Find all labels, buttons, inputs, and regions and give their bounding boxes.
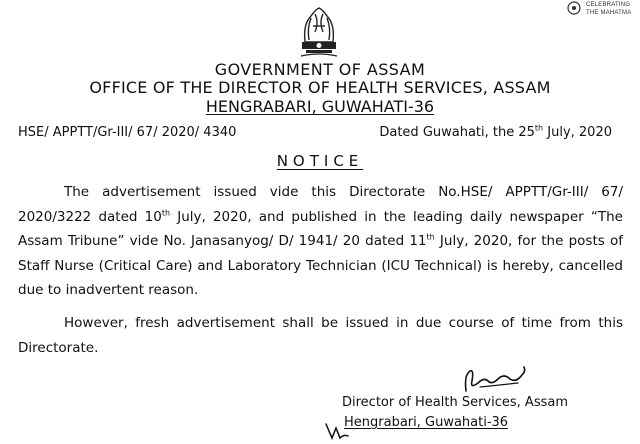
header-government: GOVERNMENT OF ASSAM bbox=[214, 60, 426, 79]
dated-suffix: July, 2020 bbox=[543, 125, 612, 140]
reference-number: HSE/ APPTT/Gr-III/ 67/ 2020/ 4340 bbox=[18, 125, 237, 140]
header-address: HENGRABARI, GUWAHATI-36 bbox=[205, 97, 435, 116]
p1-sup1: th bbox=[161, 208, 171, 217]
national-emblem-icon bbox=[293, 2, 345, 60]
p1-part2: July, 2020, and published in the leading daily newspaper “The Assam Tribune” vide No. Janasanyog/ D/ 1941/ 20 dated 11 bbox=[18, 208, 623, 249]
signatory-designation: Director of Health Services, Assam bbox=[342, 395, 568, 410]
p1-part3: July, 2020, for the posts of Staff Nurse (Critical Care) and Laboratory Technician (ICU Technical) is hereby, cancelled due to inadvertent reason. bbox=[18, 233, 623, 298]
notice-title: NOTICE bbox=[276, 152, 364, 170]
notice-paragraph-2: However, fresh advertisement shall be issued in due course of time from this Directorate. bbox=[18, 315, 623, 356]
dated-line bbox=[379, 125, 612, 140]
signature-icon bbox=[460, 361, 530, 397]
dated-sup: th bbox=[534, 123, 544, 133]
p1-part1: The advertisement issued vide this Directorate No.HSE/ APPTT/Gr-III/ 67/ 2020/3222 dated 10 bbox=[18, 184, 623, 225]
mahatma-logo-icon bbox=[566, 0, 582, 16]
logo-line-1: CELEBRATING bbox=[586, 2, 631, 8]
dated-prefix: Dated Guwahati, the 25 bbox=[379, 125, 535, 140]
header-office: OFFICE OF THE DIRECTOR OF HEALTH SERVICES, ASSAM bbox=[89, 78, 551, 97]
top-right-logo bbox=[566, 0, 640, 22]
logo-line-2: THE MAHATMA bbox=[586, 10, 632, 16]
notice-paragraph-1 bbox=[18, 180, 623, 303]
p1-sup2: th bbox=[426, 232, 435, 242]
signatory-location: Hengrabari, Guwahati-36 bbox=[344, 415, 509, 430]
